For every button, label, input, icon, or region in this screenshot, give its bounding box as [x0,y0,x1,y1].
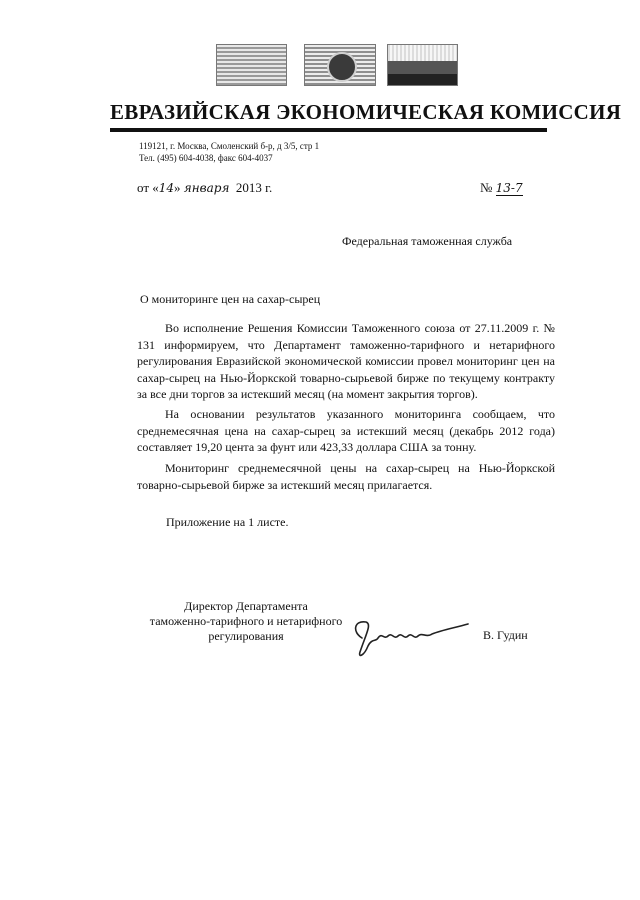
address-line: 119121, г. Москва, Смоленский б-р, д 3/5, стр 1 [139,141,320,151]
header-divider [110,128,547,132]
signer-title [134,599,358,644]
date-mid: » [174,180,184,195]
addressee: Федеральная таможенная служба [342,234,513,248]
letter-date [137,180,272,196]
number-value: 13-7 [495,181,523,195]
eaeu-seal-emblem [304,44,376,86]
letter-number [480,180,523,196]
handwritten-signature [346,612,471,662]
body-paragraph: Во исполнение Решения Комиссии Таможенного союза от 27.11.2009 г. № 131 информируем, что Департамент таможенно-тарифного и нетарифного регулирования Евразийской экономической комиссии провел мониторинг цен на сахар-сырец на Нью-Йоркской товарно-сырьевой бирже по текущему контракту за все дни торгов за истекший месяц (на момент закрытия торгов). [137,321,555,401]
phone-fax-line: Тел. (495) 604-4038, факс 604-4037 [139,153,273,163]
organization-name: ЕВРАЗИЙСКАЯ ЭКОНОМИЧЕСКАЯ КОМИССИЯ [110,100,622,124]
signer-title-line: регулирования [208,629,284,643]
attachment-note: Приложение на 1 листе. [166,515,289,529]
signer-name: В. Гудин [483,628,528,642]
eaeu-emblem-left [216,44,287,86]
signer-title-line: Директор Департамента [184,599,308,613]
number-prefix: № [480,180,493,195]
date-prefix: от « [137,180,159,195]
letter-subject: О мониторинге цен на сахар-сырец [140,292,321,306]
date-month: января [183,181,230,195]
date-year: 2013 г. [235,180,273,195]
flag-emblem [387,44,458,86]
body-paragraph: Мониторинг среднемесячной цены на сахар-сырец на Нью-Йоркской товарно-сырьевой бирже за истекший месяц прилагается. [137,461,555,492]
body-paragraph: На основании результатов указанного мониторинга сообщаем, что среднемесячная цена на сахар-сырец за истекший месяц (декабрь 2012 года) составляет 19,20 цента за фунт или 423,33 доллара США за тонну. [137,407,555,454]
date-day: 14 [158,181,175,195]
signer-title-line: таможенно-тарифного и нетарифного [149,614,343,628]
